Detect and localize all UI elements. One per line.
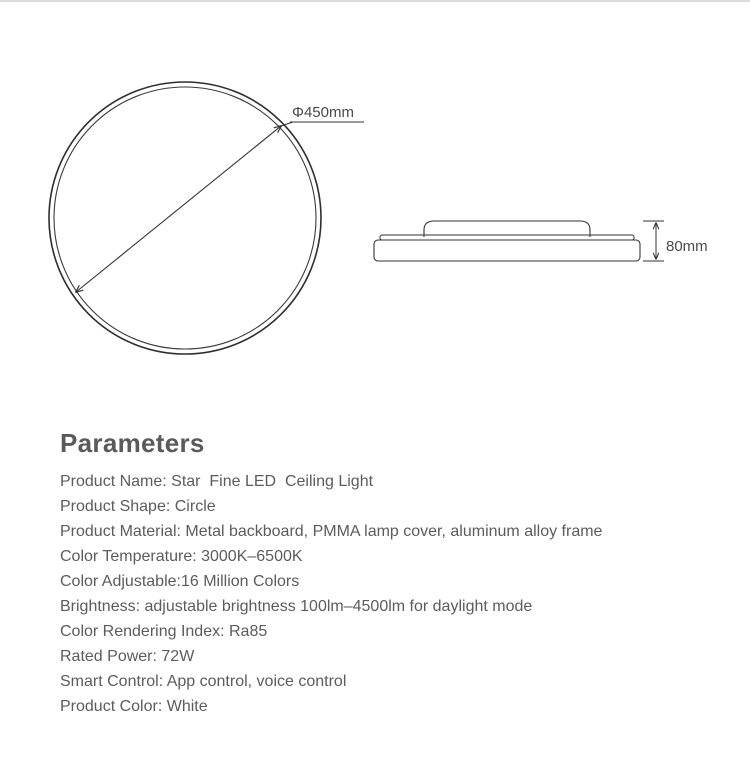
diameter-dimension [76, 104, 364, 292]
param-row-color-temperature [60, 544, 602, 569]
param-label: Product Name [60, 473, 163, 490]
param-label: Rated Power [60, 648, 153, 665]
top-view-circle [49, 82, 321, 354]
param-label: Product Material [60, 523, 177, 540]
param-value: 72W [161, 648, 195, 665]
param-separator: : [158, 673, 167, 690]
param-row-product-material [60, 519, 602, 544]
param-label: Brightness [60, 598, 136, 615]
param-value: Metal backboard, PMMA lamp cover, aluminum alloy frame [185, 523, 603, 540]
height-dimension [643, 221, 708, 261]
param-row-product-name [60, 469, 602, 494]
side-view-profile [374, 221, 640, 261]
param-value: App control, voice control [166, 673, 347, 690]
param-separator: : [220, 623, 229, 640]
param-row-color-rendering-index [60, 619, 602, 644]
param-value: White [166, 698, 208, 715]
param-label: Product Shape [60, 498, 166, 515]
param-separator: : [162, 473, 172, 490]
param-value: 16 Million Colors [180, 573, 300, 590]
param-row-product-color [60, 694, 602, 719]
parameters-list [60, 469, 602, 719]
param-separator: : [157, 698, 167, 715]
param-value: 3000K–6500K [201, 548, 303, 565]
param-value: Ra85 [228, 623, 268, 640]
param-value: adjustable brightness 100lm–4500lm for daylight mode [144, 598, 533, 615]
param-separator: : [135, 598, 145, 615]
param-row-brightness [60, 594, 602, 619]
param-value: Circle [174, 498, 216, 515]
param-row-product-shape [60, 494, 602, 519]
param-value: Star Fine LED Ceiling Light [171, 473, 374, 490]
param-label: Color Rendering Index [60, 623, 221, 640]
param-separator: : [176, 573, 181, 590]
parameters-heading: Parameters [60, 428, 205, 458]
param-separator: : [152, 648, 162, 665]
diameter-label: Φ450mm [292, 104, 354, 121]
param-separator: : [165, 498, 175, 515]
height-label: 80mm [666, 238, 708, 255]
param-label: Color Adjustable [60, 573, 177, 590]
param-separator: : [176, 523, 186, 540]
param-row-color-adjustable [60, 569, 602, 594]
param-separator: : [192, 548, 202, 565]
param-label: Color Temperature [60, 548, 193, 565]
param-row-rated-power [60, 644, 602, 669]
param-label: Product Color [60, 698, 158, 715]
param-row-smart-control [60, 669, 602, 694]
param-label: Smart Control [60, 673, 159, 690]
